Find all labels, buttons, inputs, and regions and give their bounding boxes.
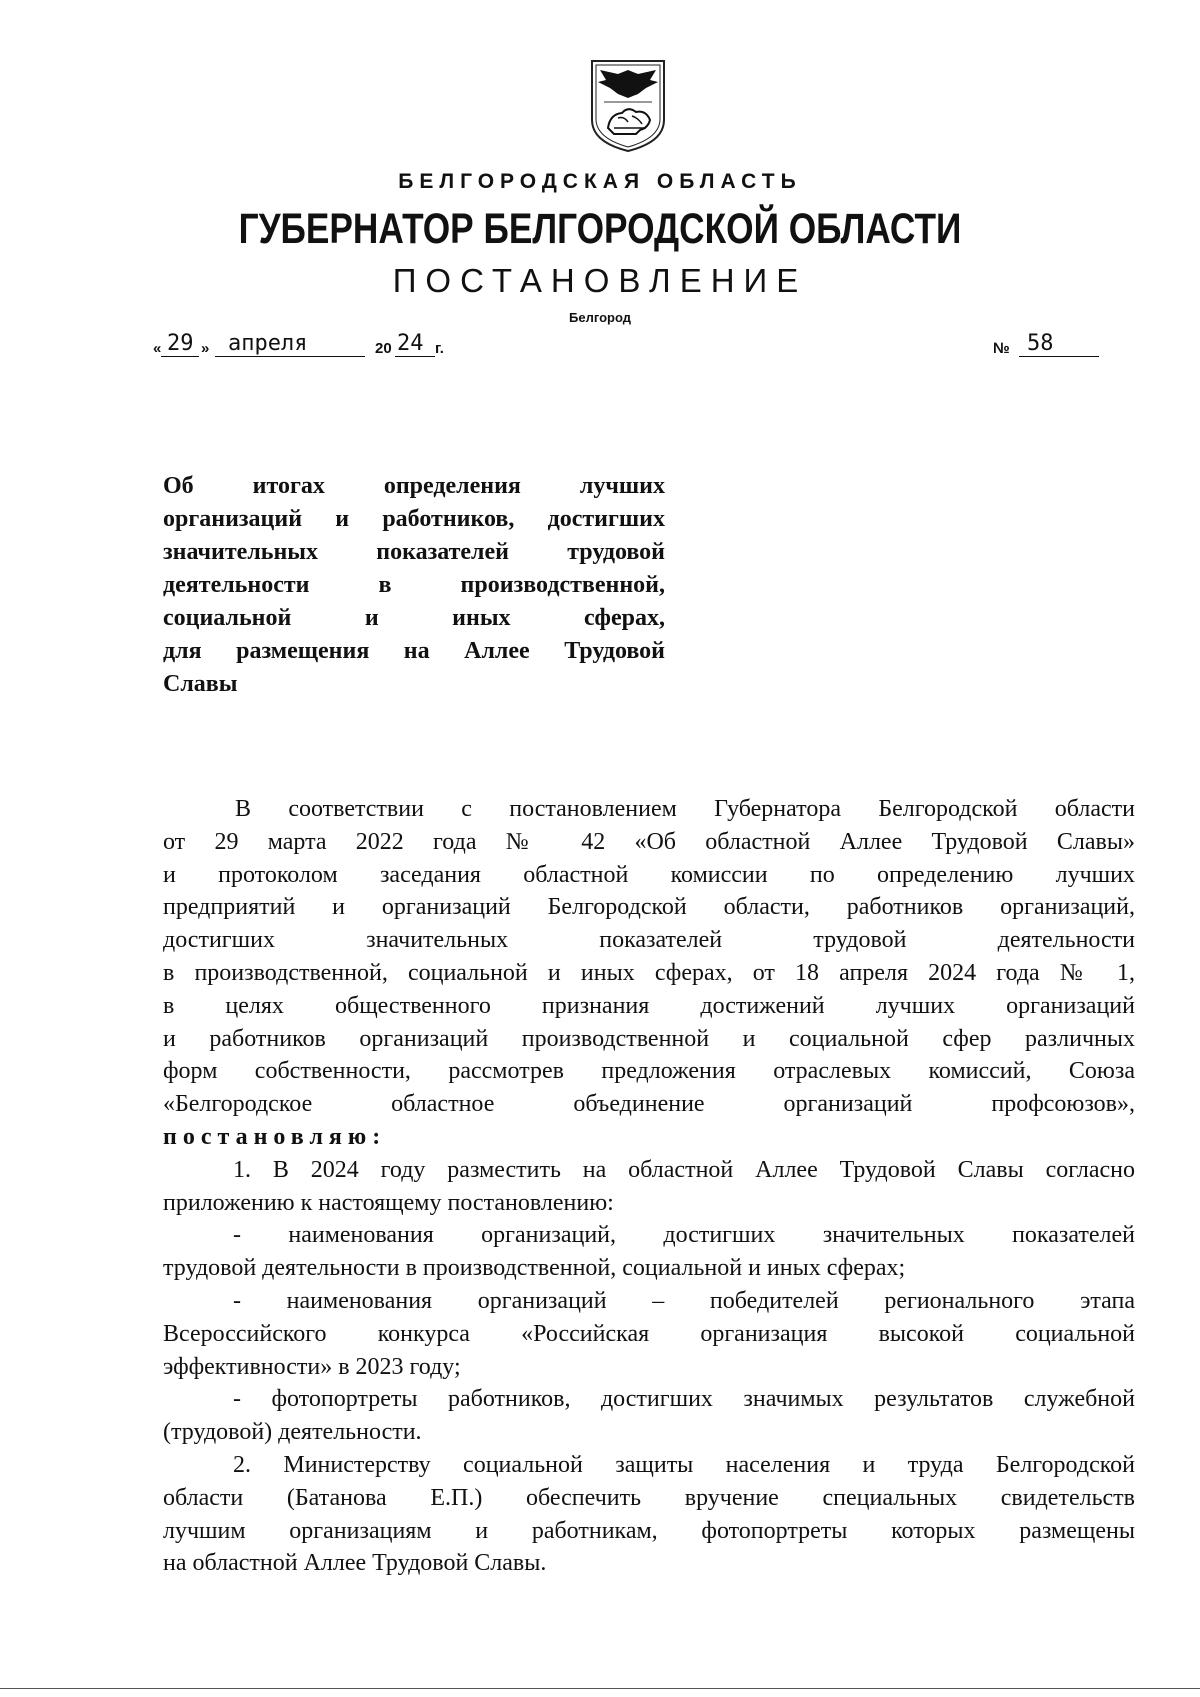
title-line: деятельности в производственной, [163,572,665,598]
body-line: трудовой деятельности в производственной, социальной и иных сферах; [163,1255,906,1282]
body-line: в производственной, социальной и иных сферах, от 18 апреля 2024 года № 1, [163,959,1135,986]
city-name: Белгород [569,310,631,325]
title-line: значительных показателей трудовой [163,539,665,565]
body-line: 1. В 2024 году разместить на областной Аллее Трудовой Славы согласно [233,1156,1135,1183]
body-line: В соответствии с постановлением Губернатора Белгородской области [235,796,1135,822]
body-line: «Белгородское областное объединение организаций профсоюзов», [163,1091,1135,1118]
body-line: лучшим организациям и работникам, фотопортреты которых размещены [163,1517,1135,1544]
body-line: Всероссийского конкурса «Российская организация высокой социальной [163,1320,1135,1347]
body-line: и работников организаций производственной и социальной сфер различных [163,1025,1135,1052]
title-line: Об итогах определения лучших [163,473,665,499]
date-month: апреля [228,331,308,356]
body-line: эффективности» в 2023 году; [163,1353,461,1380]
document-type: ПОСТАНОВЛЕНИЕ [392,262,808,299]
date-open-quote: « [153,340,162,357]
date-year-prefix: 20 [375,340,392,357]
number-label: № [993,340,1010,357]
date-day: 29 [167,331,194,356]
body-line: от 29 марта 2022 года № 42 «Об областной Аллее Трудовой Славы» [163,828,1135,855]
body-line: приложению к настоящему постановлению: [163,1189,614,1216]
body-line: (трудовой) деятельности. [163,1419,422,1446]
body-line: - фотопортреты работников, достигших значимых результатов служебной [233,1386,1135,1413]
body-line: 2. Министерству социальной защиты населения и труда Белгородской [233,1451,1135,1478]
number-underline [1019,356,1099,357]
body-line: на областной Аллее Трудовой Славы. [163,1550,547,1577]
document-body [163,793,1135,1580]
body-line: - наименования организаций, достигших значительных показателей [233,1222,1135,1249]
date-month-underline [215,356,365,357]
body-line: и протоколом заседания областной комиссии по определению лучших [163,861,1135,888]
document-title [163,470,665,701]
title-line: для размещения на Аллее Трудовой [163,638,665,664]
body-line: достигших значительных показателей трудовой деятельности [163,927,1135,954]
region-name: БЕЛГОРОДСКАЯ ОБЛАСТЬ [398,170,802,193]
date-year-suffix: 24 [397,331,424,356]
title-line: организаций и работников, достигших [163,506,665,532]
scan-edge-line [0,1688,1200,1689]
body-line: предприятий и организаций Белгородской области, работников организаций, [163,894,1135,921]
coat-of-arms-emblem [588,58,668,154]
number-value: 58 [1027,331,1054,356]
body-line: - наименования организаций – победителей регионального этапа [233,1287,1135,1314]
title-line: Славы [163,671,238,697]
body-line: в целях общественного признания достижений лучших организаций [163,992,1135,1019]
title-line: социальной и иных сферах, [163,605,665,631]
date-year-underline [395,356,435,357]
resolve-word: постановляю: [163,1123,387,1150]
body-line: области (Батанова Е.П.) обеспечить вручение специальных свидетельств [163,1484,1135,1511]
body-line: форм собственности, рассмотрев предложения отраслевых комиссий, Союза [163,1058,1135,1085]
date-close-quote: » [201,340,210,357]
date-day-underline [161,356,199,357]
issuer-title: ГУБЕРНАТОР БЕЛГОРОДСКОЙ ОБЛАСТИ [238,205,962,253]
date-year-mark: г. [435,340,444,357]
